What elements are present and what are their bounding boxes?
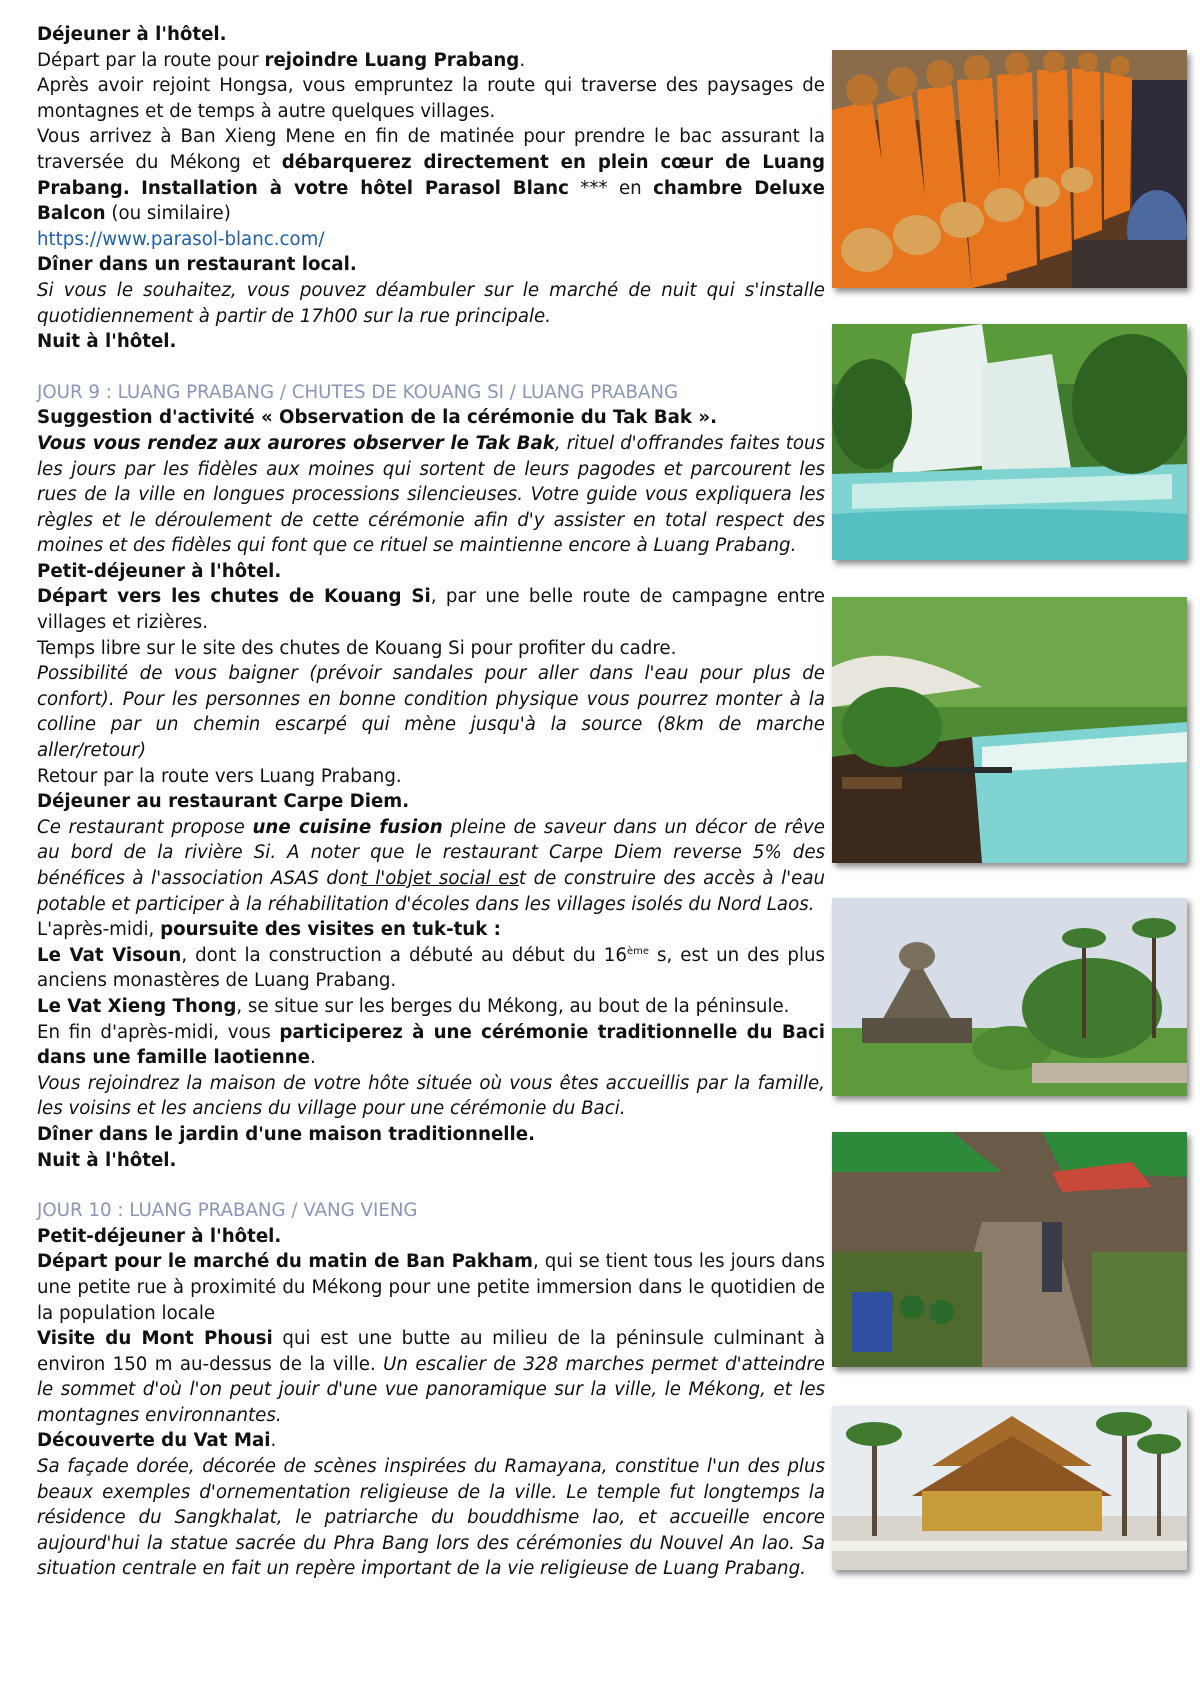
text-bold: débarquerez directement en plein cœur de Luang Prabang. [37, 151, 825, 199]
vat-mai-line [37, 1428, 825, 1454]
text: *** en [568, 177, 654, 199]
monks-alms-photo [832, 50, 1187, 288]
morning-market-photo [832, 1132, 1187, 1367]
text-bold: Départ pour le marché du matin de Ban Pakham [37, 1251, 533, 1273]
text-bold: une cuisine fusion [252, 816, 443, 838]
breakfast-line: Petit-déjeuner à l'hôtel. [37, 560, 282, 582]
day9-night-line: Nuit à l'hôtel. [37, 1149, 177, 1171]
market-paragraph [37, 1249, 825, 1326]
text: , se situe sur les berges du Mékong, au bout de la péninsule. [236, 995, 790, 1017]
vat-mai-paragraph: Sa façade dorée, décorée de scènes inspirées du Ramayana, constitue l'un des plus beaux exemples d'ornementation religieuse de la ville. Le temple fut longtemps la résidence du Sangkhalat, le patriarche du bouddhisme lao, et accueille encore aujourd'hui la statue sacrée du Phra Bang lors des cérémonies du Nouvel An lao. Sa situation centrale en fait un repère important de la vie religieuse de Luang Prabang. [37, 1456, 825, 1580]
text-bold: Découverte du Vat Mai [37, 1430, 271, 1452]
dinner-line: Dîner dans un restaurant local. [37, 254, 357, 276]
falls-paragraph [37, 584, 825, 635]
room-type: chambre Deluxe Balcon [37, 177, 825, 225]
text: (ou similaire) [105, 203, 231, 225]
text: Vous arrivez à Ban Xieng Mene en fin de matinée pour prendre le bac assurant la traversée du Mékong et [37, 126, 825, 173]
text: Ce restaurant propose [37, 816, 253, 838]
day10-title: JOUR 10 : LUANG PRABANG / VANG VIENG [37, 1200, 418, 1222]
text: . [270, 1430, 277, 1452]
url-line [37, 227, 825, 253]
text: . [519, 49, 526, 71]
text: . [309, 1047, 316, 1069]
afternoon-line [37, 917, 825, 943]
text: L'après-midi, [37, 919, 161, 941]
night-line: Nuit à l'hôtel. [37, 331, 177, 353]
text: Départ par la route pour [37, 49, 265, 71]
carpe-diem-line: Déjeuner au restaurant Carpe Diem. [37, 791, 410, 813]
text: t de construire des accès à l'eau potable et participer à la réhabilitation d'écoles dans les villages isolés du Nord Laos. [37, 868, 825, 915]
vat-visoun-photo [832, 898, 1187, 1096]
baci-paragraph [37, 1020, 825, 1071]
departure-line [37, 48, 825, 74]
garden-dinner-line: Dîner dans le jardin d'une maison traditionnelle. [37, 1123, 535, 1145]
text: , rituel d'offrandes faites tous les jours par les fidèles aux moines qui sortent de leurs pagodes et parcourent les rues de la ville en longues processions silencieuses. Votre guide vous expliquera les règles et le déroulement de cette cérémonie afin d'y assister en total respect des moines et des fidèles qui font que ce rituel se maintienne encore à Luang Prabang. [37, 432, 825, 557]
text: , qui se tient tous les jours dans une petite rue à proximité du Mékong pour une petite immersion dans le quotidien de la population locale [37, 1251, 825, 1324]
text-bold: Départ vers les chutes de Kouang Si [37, 586, 431, 608]
text-bold: poursuite des visites en tuk-tuk : [160, 919, 501, 941]
text-italic: Un escalier de 328 marches permet d'atteindre le sommet d'où l'on peut jouir d'une vue panoramique sur la ville, le Mékong, et les montagnes environnantes. [37, 1353, 825, 1426]
kouang-si-falls-photo [832, 324, 1187, 560]
text-bold: rejoindre Luang Prabang [264, 49, 520, 71]
host-paragraph: Vous rejoindrez la maison de votre hôte située où vous êtes accueillis par la famille, les voisins et les anciens du village pour une cérémonie du Baci. [37, 1072, 825, 1120]
hongsa-paragraph: Après avoir rejoint Hongsa, vous empruntez la route qui traverse des paysages de montagnes et de temps à autre quelques villages. [37, 75, 825, 122]
suggestion-line: Suggestion d'activité « Observation de la cérémonie du Tak Bak ». [37, 407, 718, 429]
hotel-link[interactable]: https://www.parasol-blanc.com/ [37, 228, 325, 250]
arrival-paragraph [37, 124, 825, 226]
text: , dont la construction a débuté au début du 16 [181, 944, 627, 966]
text-underlined: t l'objet social es [360, 868, 519, 889]
xieng-thong-paragraph [37, 994, 825, 1020]
lunch-line: Déjeuner à l'hôtel. [37, 24, 227, 45]
free-time-line: Temps libre sur le site des chutes de Kouang Si pour profiter du cadre. [37, 637, 677, 659]
return-line: Retour par la route vers Luang Prabang. [37, 765, 402, 787]
night-market-paragraph: Si vous le souhaitez, vous pouvez déambuler sur le marché de nuit qui s'installe quotidiennement à partir de 17h00 sur la rue principale. [37, 279, 825, 327]
restaurant-paragraph [37, 815, 825, 917]
day9-title: JOUR 9 : LUANG PRABANG / CHUTES DE KOUANG SI / LUANG PRABANG [37, 381, 679, 403]
takbak-paragraph [37, 431, 825, 559]
hotel-name: Installation à votre hôtel Parasol Blanc [141, 177, 569, 199]
text: , par une belle route de campagne entre villages et rizières. [37, 586, 825, 634]
text-bold: Le Vat Xieng Thong [37, 995, 237, 1017]
itinerary-text [37, 22, 825, 1582]
text-bold: Le Vat Visoun [37, 944, 182, 966]
text: pleine de saveur dans un décor de rêve au bord de la rivière Si. A noter que le restaurant Carpe Diem reverse 5% des bénéfices à l'association ASAS don [37, 816, 825, 889]
text-bold: Vous vous rendez aux aurores observer le Tak Bak [37, 432, 555, 454]
day10-breakfast-line: Petit-déjeuner à l'hôtel. [37, 1225, 282, 1247]
visoun-paragraph [37, 943, 825, 994]
text: En fin d'après-midi, vous [37, 1021, 280, 1043]
text-bold: participerez à une cérémonie traditionnelle du Baci dans une famille laotienne [37, 1021, 825, 1069]
superscript: ème [626, 945, 650, 957]
text-bold: Visite du Mont Phousi [37, 1328, 273, 1350]
vat-mai-photo [832, 1406, 1187, 1570]
swim-paragraph: Possibilité de vous baigner (prévoir sandales pour aller dans l'eau pour plus de confort). Pour les personnes en bonne condition physique vous pourrez monter à la colline par un chemin escarpé qui mène jusqu'à la source (8km de marche aller/retour) [37, 663, 825, 762]
text: qui est une butte au milieu de la péninsule culminant à environ 150 m au-dessus de la ville. [37, 1328, 825, 1375]
phousi-paragraph [37, 1326, 825, 1428]
carpe-diem-river-photo [832, 597, 1187, 863]
text: s, est un des plus anciens monastères de Luang Prabang. [37, 944, 826, 992]
